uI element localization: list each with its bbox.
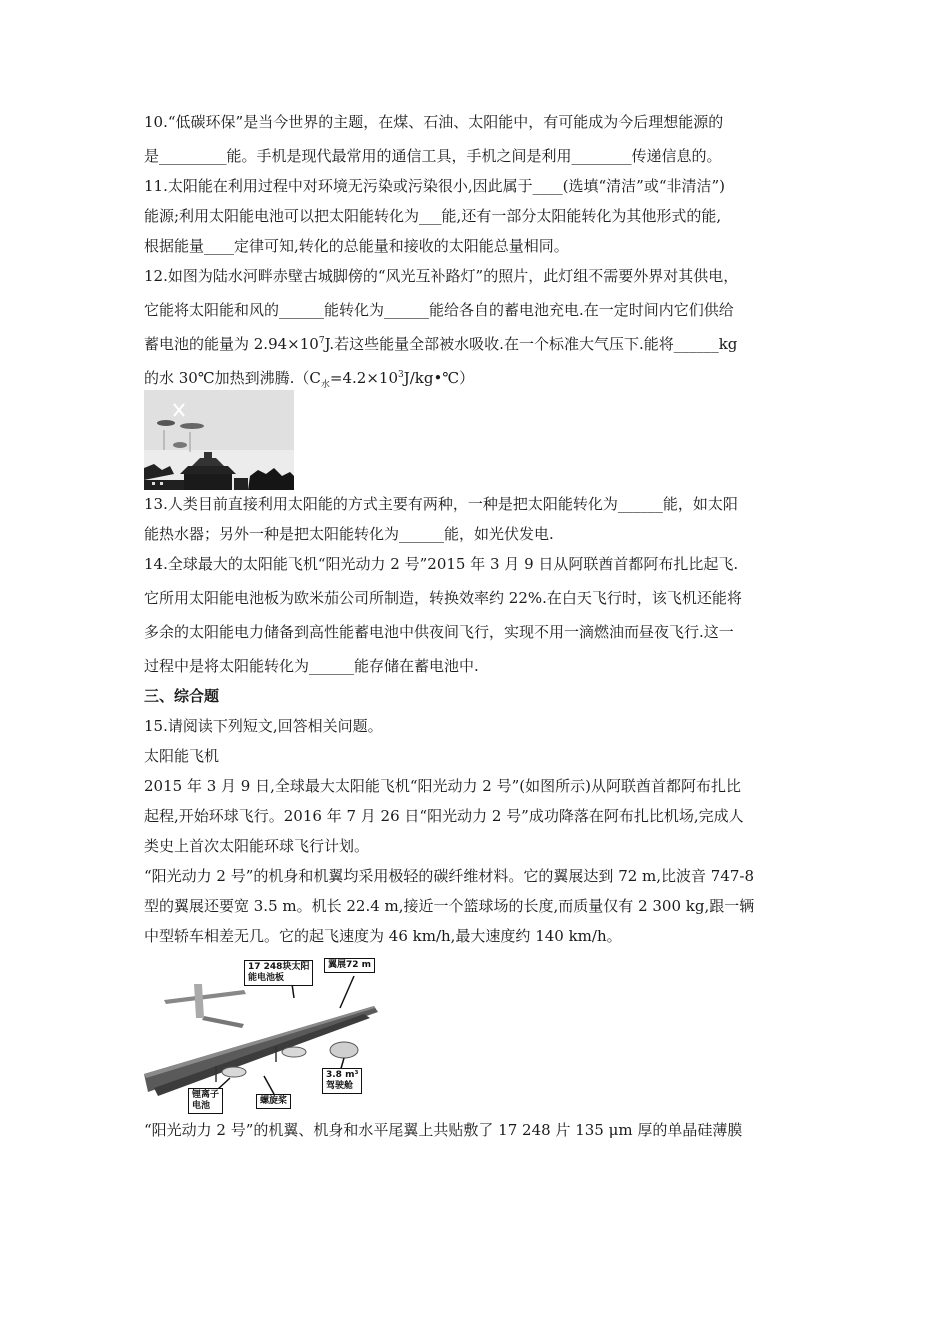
battery-label-line-1: 锂离子 — [192, 1090, 220, 1100]
solar-panels-label-line-1: 17 248块太阳 — [248, 962, 310, 972]
q10-line-2: 是_________能。手机是现代最常用的通信工具，手机之间是利用________传递信息的。 — [144, 147, 722, 165]
q10-line-1: 10.“低碳环保”是当今世界的主题，在煤、石油、太阳能中，有可能成为今后理想能源的 — [144, 113, 724, 131]
q15-para2-line-2: 型的翼展还要宽 3.5 m。机长 22.4 m,接近一个篮球场的长度,而质量仅有 2 300 kg,跟一辆 — [144, 897, 755, 915]
cockpit-label — [322, 1068, 362, 1094]
q11-line-2: 能源;利用太阳能电池可以把太阳能转化为___能,还有一部分太阳能转化为其他形式的能, — [144, 207, 722, 225]
section-heading: 三、综合题 — [144, 687, 220, 705]
q12-line-1: 12.如图为陆水河畔赤壁古城脚傍的“风光互补路灯”的照片，此灯组不需要外界对其供电， — [144, 267, 739, 285]
q12-energy-text-rest: J.若这些能量全部被水吸收.在一个标准大气压下.能将______kg — [324, 335, 738, 353]
q15-para1-line-3: 类史上首次太阳能环球飞行计划。 — [144, 837, 370, 855]
q12-water-text: 的水 30℃加热到沸腾.（C — [144, 369, 321, 387]
q15-intro: 15.请阅读下列短文,回答相关问题。 — [144, 717, 383, 735]
q12-heat-capacity: =4.2×10 — [329, 369, 398, 387]
wingspan-label: 翼展72 m — [324, 958, 375, 973]
q12-line-3 — [144, 334, 814, 354]
worksheet-page — [144, 112, 814, 1140]
q12-line-2: 它能将太阳能和风的______能转化为______能给各自的蓄电池充电.在一定时间内它们供给 — [144, 301, 734, 319]
q12-line-4 — [144, 368, 814, 388]
cockpit-label-line-2: 驾驶舱 — [326, 1081, 354, 1091]
solar-panels-label-line-2: 能电池板 — [248, 973, 285, 983]
q12-heat-unit: J/kg•℃） — [403, 369, 475, 387]
solar-plane-figure — [144, 954, 379, 1114]
q14-line-3: 多余的太阳能电力储备到高性能蓄电池中供夜间飞行，实现不用一滴燃油而昼夜飞行.这一 — [144, 623, 734, 641]
cockpit-label-line-1: 3.8 m³ — [326, 1070, 359, 1080]
q14-line-1: 14.全球最大的太阳能飞机“阳光动力 2 号”2015 年 3 月 9 日从阿联酋首都阿布扎比起飞. — [144, 555, 739, 573]
battery-label-line-2: 电池 — [192, 1101, 211, 1111]
q11-line-1: 11.太阳能在利用过程中对环境无污染或污染很小,因此属于____(选填“清洁”或“非清洁”) — [144, 177, 726, 195]
q11-line-3: 根据能量____定律可知,转化的总能量和接收的太阳能总量相同。 — [144, 237, 569, 255]
q15-para3-line-1: “阳光动力 2 号”的机翼、机身和水平尾翼上共贴敷了 17 248 片 135 μm 厚的单晶硅薄膜 — [144, 1121, 743, 1139]
q12-heat-exponent: 3 — [398, 370, 404, 380]
q14-line-2: 它所用太阳能电池板为欧米茄公司所制造，转换效率约 22%.在白天飞行时，该飞机还能将 — [144, 589, 742, 607]
article-title: 太阳能飞机 — [144, 747, 220, 765]
q15-para2-line-1: “阳光动力 2 号”的机身和机翼均采用极轻的碳纤维材料。它的翼展达到 72 m,比波音 747-8 — [144, 867, 755, 885]
propeller-label: 螺旋桨 — [256, 1094, 291, 1109]
street-lamp-photo — [144, 390, 294, 490]
q15-para1-line-1: 2015 年 3 月 9 日,全球最大太阳能飞机“阳光动力 2 号”(如图所示)从阿联酋首都阿布扎比 — [144, 777, 741, 795]
q12-water-subscript: 水 — [320, 380, 330, 390]
q13-line-1: 13.人类目前直接利用太阳能的方式主要有两种，一种是把太阳能转化为______能，如太阳 — [144, 495, 738, 513]
battery-label — [188, 1088, 223, 1114]
q13-line-2: 能热水器；另外一种是把太阳能转化为______能，如光伏发电. — [144, 525, 554, 543]
solar-panels-label — [244, 960, 313, 986]
q12-energy-text: 蓄电池的能量为 2.94×10 — [144, 335, 319, 353]
q15-para1-line-2: 起程,开始环球飞行。2016 年 7 月 26 日“阳光动力 2 号”成功降落在阿布扎比机场,完成人 — [144, 807, 744, 825]
q14-line-4: 过程中是将太阳能转化为______能存储在蓄电池中. — [144, 657, 479, 675]
q12-energy-exponent: 7 — [318, 336, 325, 346]
q15-para2-line-3: 中型轿车相差无几。它的起飞速度为 46 km/h,最大速度约 140 km/h。 — [144, 927, 622, 945]
